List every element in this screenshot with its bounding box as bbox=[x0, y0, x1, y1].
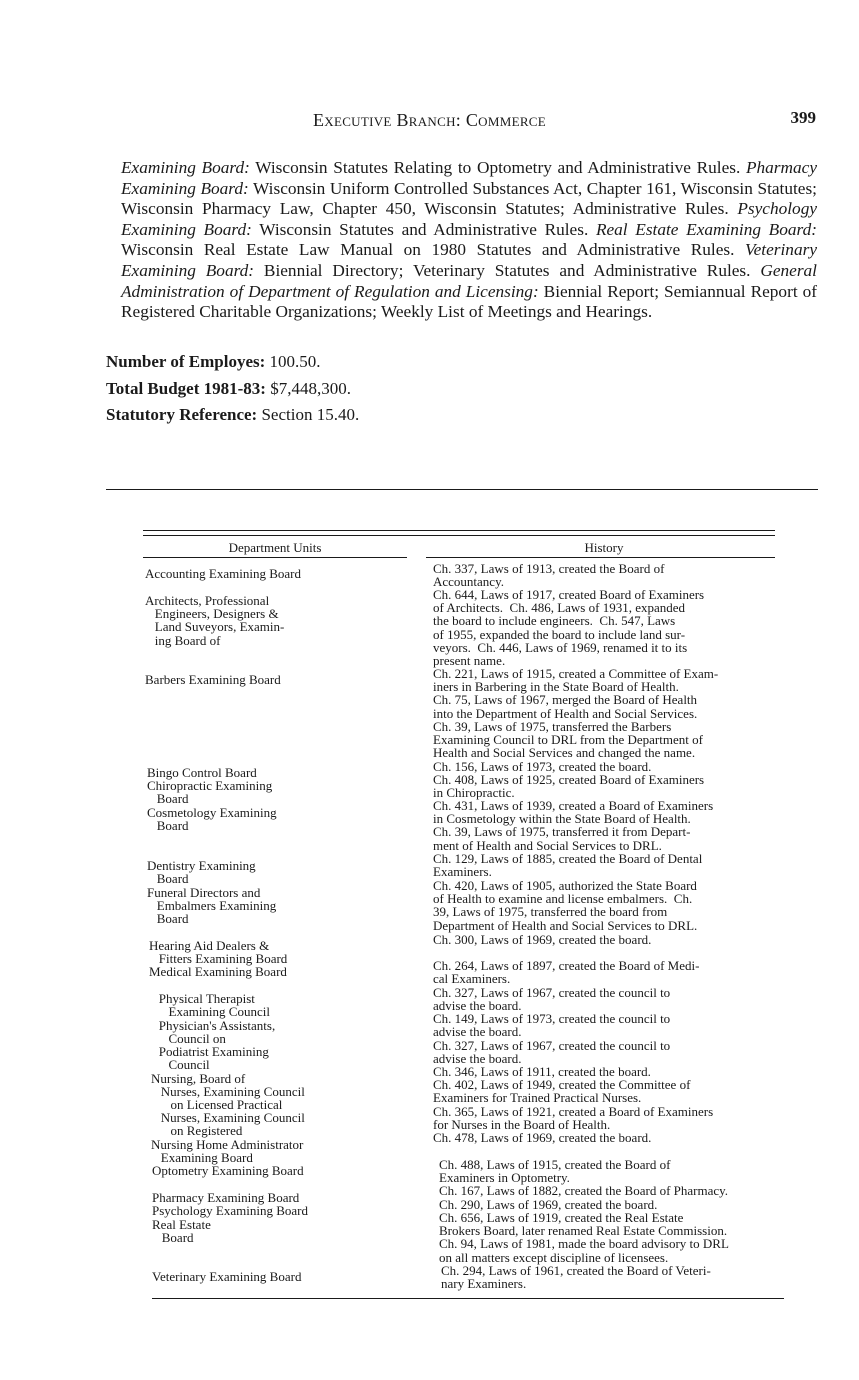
employees-value: 100.50. bbox=[269, 352, 321, 371]
unit-history: Ch. 221, Laws of 1915, created a Committee of Exam- iners in Barbering in the State Board of Health. Ch. 75, Laws of 1967, merged the Board of Health into the Department of Health and Social Services. Ch. 39, Laws of 1975, transferred the Barbers Examining Council to DRL from the Department of Health and Social Services and changed the name. bbox=[433, 666, 719, 761]
statutory-line bbox=[106, 405, 359, 425]
running-head: Executive Branch: Commerce bbox=[312, 110, 547, 130]
unit-history: Ch. 294, Laws of 1961, created the Board of Veteri- nary Examiners. bbox=[441, 1263, 711, 1292]
unit-history: Ch. 346, Laws of 1911, created the board. bbox=[433, 1064, 651, 1079]
col-header-history: History bbox=[584, 540, 624, 555]
pub-label: Psychology Examining Board: bbox=[121, 199, 817, 239]
unit-history: Ch. 300, Laws of 1969, created the board. bbox=[433, 932, 652, 947]
unit-history: Ch. 644, Laws of 1917, created Board of Examiners of Architects. Ch. 486, Laws of 1931, expanded the board to include engineers. Ch. 547, Laws of 1955, expanded the board to include land sur- veyors. Ch. 446, Laws of 1969, renamed it to its present name. bbox=[433, 587, 705, 669]
unit-history: Ch. 408, Laws of 1925, created Board of Examiners in Chiropractic. bbox=[433, 772, 705, 801]
unit-name: Medical Examining Board bbox=[149, 964, 287, 979]
employees-label: Number of Employes: bbox=[106, 352, 266, 371]
unit-name: Chiropractic Examining Board bbox=[147, 778, 273, 807]
unit-name: Nurses, Examining Council on Licensed Practical bbox=[160, 1084, 305, 1113]
statutory-value: Section 15.40. bbox=[261, 405, 360, 424]
unit-name: Real Estate Board bbox=[152, 1217, 211, 1246]
table-bottom-rule bbox=[152, 1298, 784, 1299]
unit-name: Hearing Aid Dealers & Fitters Examining Board bbox=[149, 938, 288, 967]
unit-history: Ch. 488, Laws of 1915, created the Board of Examiners in Optometry. bbox=[439, 1157, 671, 1186]
unit-history: Ch. 167, Laws of 1882, created the Board of Pharmacy. bbox=[439, 1183, 729, 1198]
unit-name: Physical Therapist Examining Council bbox=[158, 991, 270, 1020]
unit-name: Pharmacy Examining Board bbox=[152, 1190, 300, 1205]
pub-label: Real Estate Examining Board: bbox=[595, 219, 818, 239]
unit-name: Barbers Examining Board bbox=[145, 672, 281, 687]
section-divider bbox=[106, 489, 818, 490]
budget-label: Total Budget 1981-83: bbox=[106, 379, 266, 398]
unit-history: Ch. 402, Laws of 1949, created the Committee of Examiners for Trained Practical Nurses. bbox=[433, 1077, 691, 1106]
unit-history: Ch. 365, Laws of 1921, created a Board of Examiners for Nurses in the Board of Health. bbox=[433, 1104, 714, 1133]
unit-name: Veterinary Examining Board bbox=[152, 1269, 302, 1284]
pub-text: Wisconsin Real Estate Law Manual on 1980 Statutes and Administrative Rules. bbox=[121, 240, 745, 260]
unit-history: Ch. 478, Laws of 1969, created the board. bbox=[433, 1130, 652, 1145]
unit-name: Cosmetology Examining Board bbox=[147, 805, 277, 834]
page-number: 399 bbox=[790, 108, 816, 127]
col-underline-units bbox=[143, 557, 407, 558]
unit-history: Ch. 327, Laws of 1967, created the council to advise the board. bbox=[433, 1038, 671, 1067]
unit-name: Podiatrist Examining Council bbox=[158, 1044, 269, 1073]
pub-label: General Administration of Department of Regulation and Licensing: bbox=[121, 260, 817, 301]
unit-history: Ch. 156, Laws of 1973, created the board. bbox=[433, 759, 652, 774]
pub-text: Biennial Report; Semiannual Report of Registered Charitable Organizations; Weekly List of Meetings and Hearings. bbox=[121, 281, 817, 322]
statutory-label: Statutory Reference: bbox=[106, 405, 258, 424]
pub-text: Biennial Directory; Veterinary Statutes and Administrative Rules. bbox=[254, 260, 761, 280]
unit-history: Ch. 431, Laws of 1939, created a Board of Examiners in Cosmetology within the State Board of Health. Ch. 39, Laws of 1975, transferred it from Depart- ment of Health and Social Services to DRL. bbox=[433, 798, 714, 853]
unit-name: Nurses, Examining Council on Registered bbox=[160, 1110, 305, 1139]
pub-label: Pharmacy Examining Board: bbox=[121, 158, 817, 198]
pub-label: Veterinary Examining Board: bbox=[121, 240, 817, 280]
unit-history: Ch. 149, Laws of 1973, created the council to advise the board. bbox=[433, 1011, 671, 1040]
pub-text: Wisconsin Statutes Relating to Optometry and Administrative Rules. bbox=[249, 158, 746, 177]
unit-name: Bingo Control Board bbox=[147, 765, 257, 780]
unit-history: Ch. 129, Laws of 1885, created the Board of Dental Examiners. bbox=[433, 851, 703, 880]
unit-name: Dentistry Examining Board bbox=[147, 858, 256, 887]
col-underline-history bbox=[426, 557, 775, 558]
col-header-units: Department Units bbox=[228, 540, 322, 555]
unit-name: Nursing Home Administrator Examining Board bbox=[151, 1137, 304, 1166]
pub-label: Examining Board: bbox=[121, 158, 250, 177]
unit-name: Psychology Examining Board bbox=[152, 1203, 308, 1218]
unit-history: Ch. 337, Laws of 1913, created the Board of Accountancy. bbox=[433, 561, 665, 590]
publications-paragraph bbox=[121, 158, 817, 323]
budget-line bbox=[106, 379, 351, 399]
table-top-rule bbox=[143, 530, 775, 531]
unit-history: Ch. 327, Laws of 1967, created the council to advise the board. bbox=[433, 985, 671, 1014]
employees-line bbox=[106, 352, 321, 372]
unit-history: Ch. 264, Laws of 1897, created the Board of Medi- cal Examiners. bbox=[433, 958, 700, 987]
unit-name: Optometry Examining Board bbox=[152, 1163, 304, 1178]
unit-name: Architects, Professional Engineers, Designers & Land Suveyors, Examin- ing Board of bbox=[145, 593, 285, 648]
unit-name: Accounting Examining Board bbox=[145, 566, 301, 581]
unit-history: Ch. 656, Laws of 1919, created the Real Estate Brokers Board, later renamed Real Estate Commission. Ch. 94, Laws of 1981, made the board advisory to DRL on all matters except discipline of licensees. bbox=[439, 1210, 729, 1265]
table-top-rule-2 bbox=[143, 535, 775, 536]
unit-history: Ch. 420, Laws of 1905, authorized the State Board of Health to examine and license embalmers. Ch. 39, Laws of 1975, transferred the board from Department of Health and Social Services to DRL. bbox=[433, 878, 698, 933]
pub-text: Wisconsin Uniform Controlled Substances Act, Chapter 161, Wisconsin Statutes; Wisconsin Pharmacy Law, Chapter 450, Wisconsin Statutes; Administrative Rules. bbox=[121, 178, 817, 219]
pub-text: Wisconsin Statutes and Administrative Rules. bbox=[251, 219, 596, 239]
unit-history: Ch. 290, Laws of 1969, created the board. bbox=[439, 1197, 658, 1212]
budget-value: $7,448,300. bbox=[270, 379, 351, 398]
unit-name: Nursing, Board of bbox=[151, 1071, 246, 1086]
unit-name: Funeral Directors and Embalmers Examining Board bbox=[147, 885, 277, 927]
unit-name: Physician's Assistants, Council on bbox=[158, 1018, 276, 1047]
